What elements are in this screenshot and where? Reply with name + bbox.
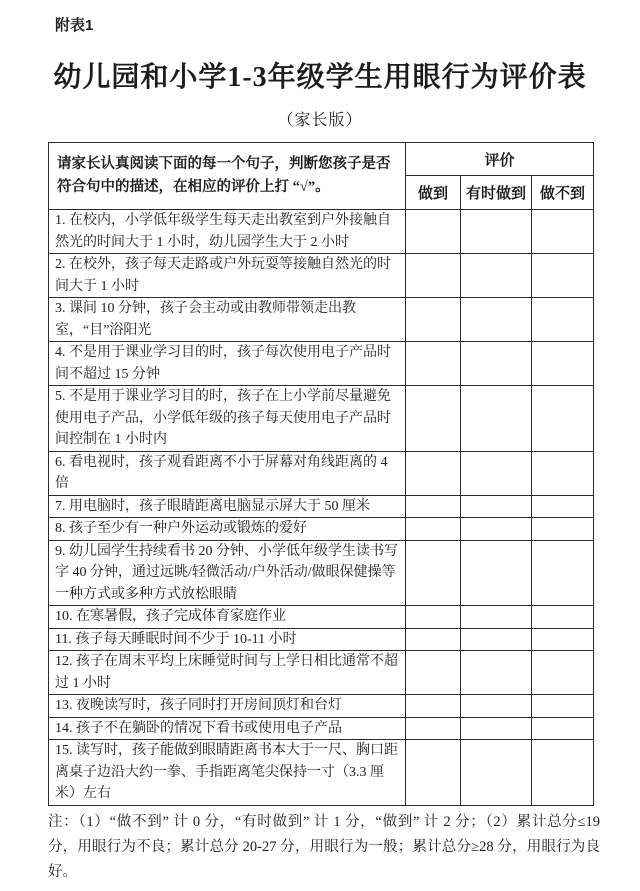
answer-cell-not-done[interactable] <box>532 606 594 629</box>
question-cell: 13. 夜晚读写时，孩子同时打开房间顶灯和台灯 <box>49 695 406 718</box>
answer-cell-not-done[interactable] <box>532 540 594 606</box>
question-cell: 12. 孩子在周末平均上床睡觉时间与上学日相比通常不超过 1 小时 <box>49 651 406 695</box>
question-cell: 11. 孩子每天睡眠时间不少于 10-11 小时 <box>49 628 406 651</box>
answer-cell-sometimes[interactable] <box>461 628 532 651</box>
table-row <box>49 651 594 695</box>
answer-cell-sometimes[interactable] <box>461 254 532 298</box>
table-header <box>49 143 594 210</box>
answer-cell-sometimes[interactable] <box>461 298 532 342</box>
question-cell: 3. 课间 10 分钟，孩子会主动或由教师带领走出教室，“目”浴阳光 <box>49 298 406 342</box>
answer-cell-done[interactable] <box>406 606 461 629</box>
answer-cell-sometimes[interactable] <box>461 342 532 386</box>
answer-cell-sometimes[interactable] <box>461 651 532 695</box>
column-header-done: 做到 <box>406 176 461 210</box>
answer-cell-not-done[interactable] <box>532 717 594 740</box>
answer-cell-done[interactable] <box>406 540 461 606</box>
answer-cell-not-done[interactable] <box>532 254 594 298</box>
column-header-not-done: 做不到 <box>532 176 594 210</box>
answer-cell-done[interactable] <box>406 298 461 342</box>
table-row <box>49 628 594 651</box>
answer-cell-done[interactable] <box>406 628 461 651</box>
answer-cell-sometimes[interactable] <box>461 740 532 806</box>
table-row <box>49 717 594 740</box>
answer-cell-done[interactable] <box>406 254 461 298</box>
answer-cell-not-done[interactable] <box>532 695 594 718</box>
page-title: 幼儿园和小学1-3年级学生用眼行为评价表 <box>53 62 587 93</box>
answer-cell-not-done[interactable] <box>532 740 594 806</box>
answer-cell-done[interactable] <box>406 651 461 695</box>
table-row <box>49 254 594 298</box>
answer-cell-sometimes[interactable] <box>461 717 532 740</box>
question-cell: 7. 用电脑时，孩子眼睛距离电脑显示屏大于 50 厘米 <box>49 495 406 518</box>
answer-cell-sometimes[interactable] <box>461 695 532 718</box>
question-cell: 8. 孩子至少有一种户外运动或锻炼的爱好 <box>49 518 406 541</box>
header-row-top <box>49 143 594 176</box>
question-cell: 5. 不是用于课业学习目的时，孩子在上小学前尽量避免使用电子产品，小学低年级的孩子每天使用电子产品时间控制在 1 小时内 <box>49 386 406 452</box>
column-header-sometimes: 有时做到 <box>461 176 532 210</box>
answer-cell-done[interactable] <box>406 386 461 452</box>
answer-cell-not-done[interactable] <box>532 451 594 495</box>
answer-cell-done[interactable] <box>406 451 461 495</box>
answer-cell-sometimes[interactable] <box>461 606 532 629</box>
answer-cell-not-done[interactable] <box>532 495 594 518</box>
answer-cell-done[interactable] <box>406 518 461 541</box>
evaluation-header-cell: 评价 <box>406 143 594 176</box>
answer-cell-sometimes[interactable] <box>461 518 532 541</box>
answer-cell-done[interactable] <box>406 495 461 518</box>
answer-cell-sometimes[interactable] <box>461 495 532 518</box>
answer-cell-done[interactable] <box>406 717 461 740</box>
question-cell: 9. 幼儿园学生持续看书 20 分钟、小学低年级学生读书写字 40 分钟，通过远眺/轻微活动/户外活动/做眼保健操等一种方式或多种方式放松眼睛 <box>49 540 406 606</box>
table-row <box>49 451 594 495</box>
table-row <box>49 540 594 606</box>
answer-cell-not-done[interactable] <box>532 342 594 386</box>
question-cell: 15. 读写时，孩子能做到眼睛距离书本大于一尺、胸口距离桌子边沿大约一拳、手指距离笔尖保持一寸（3.3 厘米）左右 <box>49 740 406 806</box>
answer-cell-sometimes[interactable] <box>461 451 532 495</box>
table-row <box>49 386 594 452</box>
table-row <box>49 495 594 518</box>
table-body <box>49 210 594 806</box>
answer-cell-done[interactable] <box>406 210 461 254</box>
answer-cell-sometimes[interactable] <box>461 386 532 452</box>
evaluation-table <box>48 142 594 806</box>
answer-cell-done[interactable] <box>406 695 461 718</box>
question-cell: 4. 不是用于课业学习目的时，孩子每次使用电子产品时间不超过 15 分钟 <box>49 342 406 386</box>
table-row <box>49 210 594 254</box>
page-subtitle: （家长版） <box>277 112 363 129</box>
appendix-label: 附表1 <box>55 17 94 34</box>
table-row <box>49 298 594 342</box>
answer-cell-not-done[interactable] <box>532 628 594 651</box>
answer-cell-not-done[interactable] <box>532 518 594 541</box>
question-cell: 14. 孩子不在躺卧的情况下看书或使用电子产品 <box>49 717 406 740</box>
table-row <box>49 518 594 541</box>
question-cell: 2. 在校外，孩子每天走路或户外玩耍等接触自然光的时间大于 1 小时 <box>49 254 406 298</box>
question-cell: 10. 在寒暑假，孩子完成体育家庭作业 <box>49 606 406 629</box>
answer-cell-not-done[interactable] <box>532 298 594 342</box>
answer-cell-sometimes[interactable] <box>461 210 532 254</box>
answer-cell-not-done[interactable] <box>532 210 594 254</box>
answer-cell-done[interactable] <box>406 342 461 386</box>
question-cell: 6. 看电视时，孩子观看距离不小于屏幕对角线距离的 4 倍 <box>49 451 406 495</box>
answer-cell-not-done[interactable] <box>532 386 594 452</box>
table-row <box>49 695 594 718</box>
table-row <box>49 342 594 386</box>
table-row <box>49 606 594 629</box>
answer-cell-sometimes[interactable] <box>461 540 532 606</box>
scoring-note: 注：（1）“做不到” 计 0 分，“有时做到” 计 1 分，“做到” 计 2 分；（2）累计总分≤19 分，用眼行为不良；累计总分 20-27 分，用眼行为一般；累计总分≥28 分，用眼行为良好。 <box>48 813 600 880</box>
answer-cell-done[interactable] <box>406 740 461 806</box>
question-cell: 1. 在校内，小学低年级学生每天走出教室到户外接触自然光的时间大于 1 小时，幼儿园学生大于 2 小时 <box>49 210 406 254</box>
answer-cell-not-done[interactable] <box>532 651 594 695</box>
table-row <box>49 740 594 806</box>
instruction-cell: 请家长认真阅读下面的每一个句子，判断您孩子是否符合句中的描述，在相应的评价上打 “√”。 <box>49 143 406 210</box>
